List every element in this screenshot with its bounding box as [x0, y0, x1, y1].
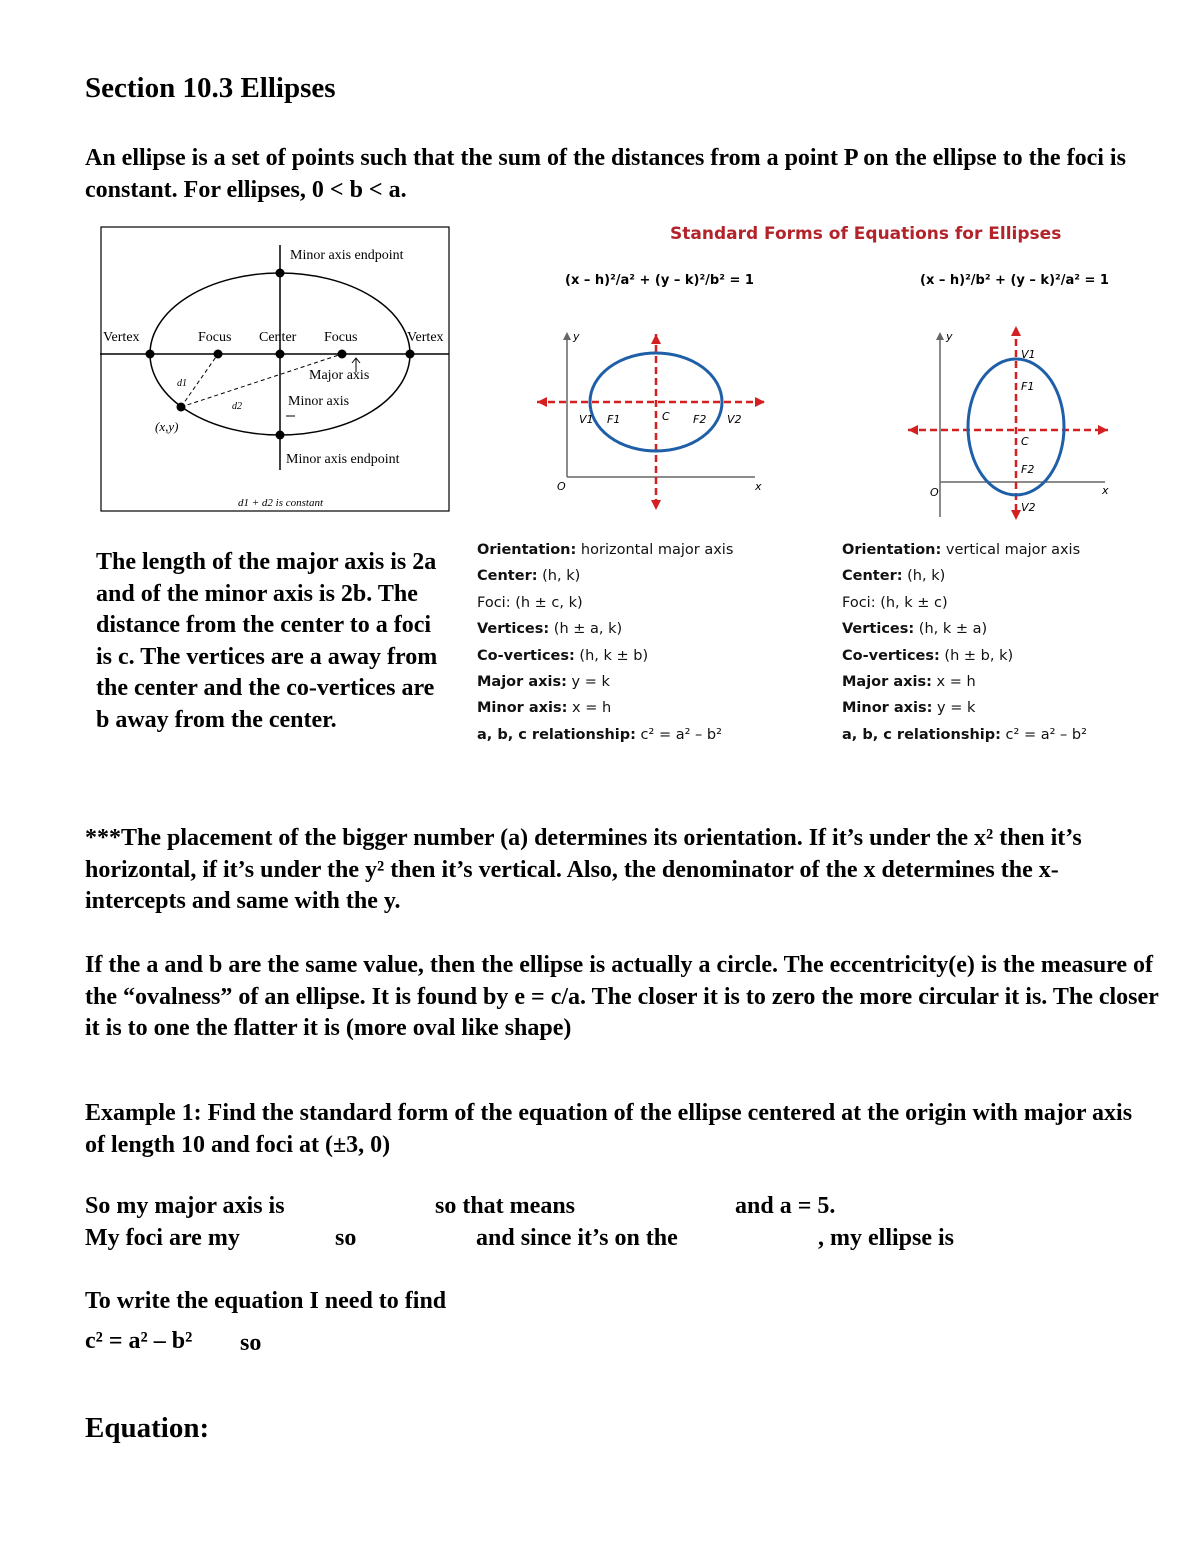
v-prop-row: a, b, c relationship: c² = a² – b²: [842, 726, 1087, 743]
minor-endpoint-top-label: Minor axis endpoint: [290, 248, 404, 263]
v-y-label: y: [946, 330, 953, 343]
diagram-frame: [101, 227, 449, 511]
v-prop-row: Foci: (h, k ± c): [842, 594, 948, 611]
h-f2-label: F2: [693, 413, 707, 426]
horizontal-properties: [477, 537, 733, 748]
v-v1-label: V1: [1021, 348, 1036, 361]
right-vertex-dot: [406, 350, 415, 359]
bottom-minor-endpoint-dot: [276, 431, 285, 440]
v-origin-label: O: [930, 486, 939, 499]
h-prop-row: Minor axis: x = h: [477, 700, 612, 717]
diagram-caption: d1 + d2 is constant: [238, 497, 324, 509]
v-v2-label: V2: [1021, 501, 1036, 514]
v-prop-row: Co-vertices: (h ± b, k): [842, 647, 1014, 664]
point-xy-label: (x,y): [155, 419, 179, 434]
h-prop-row: Center: (h, k): [477, 568, 581, 585]
minor-endpoint-bottom-label: Minor axis endpoint: [286, 452, 400, 467]
work-line-1b: so that means: [435, 1193, 576, 1219]
minor-axis-label: Minor axis: [288, 394, 350, 409]
page-title: Section 10.3 Ellipses: [85, 72, 336, 104]
h-y-axis-arrow: [563, 332, 571, 340]
vertex-right-label: Vertex: [407, 330, 444, 345]
vertex-left-label: Vertex: [103, 330, 140, 345]
vertical-ellipse-graph: [880, 262, 1130, 522]
h-v1-label: V1: [579, 413, 594, 426]
horizontal-equation: (x – h)²/a² + (y – k)²/b² = 1: [565, 273, 754, 288]
major-axis-label: Major axis: [309, 368, 370, 383]
left-vertex-dot: [146, 350, 155, 359]
orientation-note: ***The placement of the bigger number (a) determines its orientation. If it’s under the x² then it’s horizontal, if it’s under the y² then it’s vertical. Also, the denominator of the x determines the x-intercepts and same with the y.: [85, 825, 1082, 914]
h-prop-row: Major axis: y = k: [477, 674, 610, 691]
d1-label: d1: [177, 378, 187, 389]
h-v2-label: V2: [727, 413, 742, 426]
center-dot: [276, 350, 285, 359]
h-x-label: x: [755, 480, 762, 493]
h-prop-row: a, b, c relationship: c² = a² – b²: [477, 726, 722, 743]
focus-right-label: Focus: [324, 330, 358, 345]
work-line-1a: So my major axis is: [85, 1193, 285, 1219]
work-line-4b: so: [240, 1330, 262, 1356]
h-f1-label: F1: [607, 413, 621, 426]
v-prop-row: Orientation: vertical major axis: [842, 542, 1081, 558]
vertical-equation: (x – h)²/b² + (y – k)²/a² = 1: [920, 273, 1109, 288]
work-line-3: To write the equation I need to find: [85, 1288, 447, 1314]
d2-label: d2: [232, 401, 242, 412]
v-f1-label: F1: [1021, 380, 1035, 393]
work-line-2c: and since it’s on the: [476, 1225, 678, 1251]
h-c-label: C: [662, 410, 670, 423]
equation-label: Equation:: [85, 1412, 210, 1444]
v-prop-row: Vertices: (h, k ± a): [842, 621, 988, 638]
work-line-2b: so: [335, 1225, 357, 1251]
axis-explanation: The length of the major axis is 2a and of the minor axis is 2b. The distance from the center to a foci is c. The vertices are a away from the center and the co-vertices are b away from the center.: [96, 549, 438, 733]
h-y-label: y: [573, 330, 580, 343]
work-line-2d: , my ellipse is: [818, 1225, 954, 1251]
vertical-properties: [842, 537, 1087, 748]
focus-left-label: Focus: [198, 330, 232, 345]
h-prop-row: Orientation: horizontal major axis: [477, 542, 734, 558]
v-c-label: C: [1021, 435, 1029, 448]
h-prop-row: Vertices: (h ± a, k): [477, 621, 623, 638]
v-prop-row: Major axis: x = h: [842, 674, 976, 691]
v-f2-label: F2: [1021, 463, 1035, 476]
example-1-prompt: Example 1: Find the standard form of the equation of the ellipse centered at the origin with major axis of length 10 and foci at (±3, 0): [85, 1100, 1133, 1158]
center-label: Center: [259, 330, 297, 345]
top-minor-endpoint-dot: [276, 269, 285, 278]
h-origin-label: O: [557, 480, 566, 493]
work-line-4a: c² = a² – b²: [85, 1328, 193, 1354]
work-line-1c: and a = 5.: [735, 1193, 836, 1219]
v-prop-row: Center: (h, k): [842, 568, 946, 585]
intro-paragraph: An ellipse is a set of points such that the sum of the distances from a point P on the ellipse to the foci is constant. For ellipses, 0 < b < a.: [85, 145, 1126, 203]
standard-forms-title: Standard Forms of Equations for Ellipses: [670, 224, 1062, 244]
work-line-2a: My foci are my: [85, 1225, 240, 1251]
ellipse-anatomy-diagram: [100, 225, 452, 515]
h-prop-row: Co-vertices: (h, k ± b): [477, 647, 649, 664]
eccentricity-paragraph: If the a and b are the same value, then the ellipse is actually a circle. The eccentricity(e) is the measure of the “ovalness” of an ellipse. It is found by e = c/a. The closer it is to zero the more circular it is. The closer it is to one the flatter it is (more oval like shape): [85, 952, 1159, 1041]
v-prop-row: Minor axis: y = k: [842, 700, 976, 717]
h-prop-row: Foci: (h ± c, k): [477, 594, 583, 611]
v-x-label: x: [1102, 484, 1109, 497]
horizontal-ellipse-graph: [525, 262, 780, 517]
